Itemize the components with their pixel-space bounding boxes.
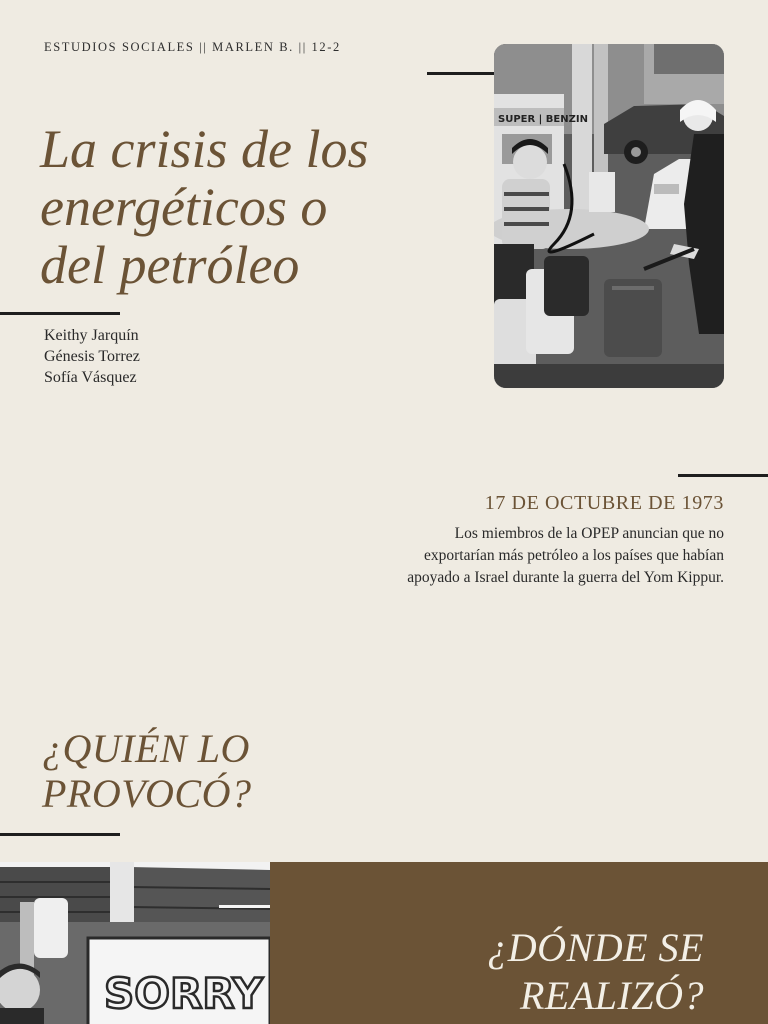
pump-sign-text: SUPER | BENZIN: [498, 114, 588, 125]
question-who-line-1: ¿QUIÉN LO: [42, 726, 250, 771]
title-line-2: energéticos o: [40, 177, 328, 237]
header-course-line: ESTUDIOS SOCIALES || MARLEN B. || 12-2: [44, 40, 341, 54]
description-line: exportarían más petróleo a los países que habían: [424, 547, 724, 564]
author-name: Keithy Jarquín: [44, 327, 139, 344]
title-line-1: La crisis de los: [40, 119, 369, 179]
question-where-heading: [374, 924, 704, 1020]
author-name: Sofía Vásquez: [44, 369, 137, 386]
description-line: Los miembros de la OPEP anuncian que no: [454, 525, 724, 542]
rule-under-question: [0, 833, 120, 836]
authors-list: [44, 325, 140, 388]
sorry-sign-photo: [0, 862, 270, 1024]
sorry-sign-text: SORRY: [104, 969, 263, 1018]
description-line: apoyado a Israel durante la guerra del Yom Kippur.: [407, 569, 724, 586]
title-line-3: del petróleo: [40, 235, 300, 295]
rule-event: [678, 474, 768, 477]
question-where-line-1: ¿DÓNDE SE: [487, 925, 704, 970]
rule-under-title: [0, 312, 120, 315]
question-who-heading: [42, 726, 372, 816]
question-who-line-2: PROVOCÓ?: [42, 771, 252, 816]
page-title: [40, 120, 440, 294]
question-where-line-2: REALIZÓ?: [520, 973, 704, 1018]
event-date: 17 DE OCTUBRE DE 1973: [484, 492, 724, 514]
event-description: [324, 523, 724, 589]
gas-station-photo: [494, 44, 724, 388]
author-name: Génesis Torrez: [44, 348, 140, 365]
